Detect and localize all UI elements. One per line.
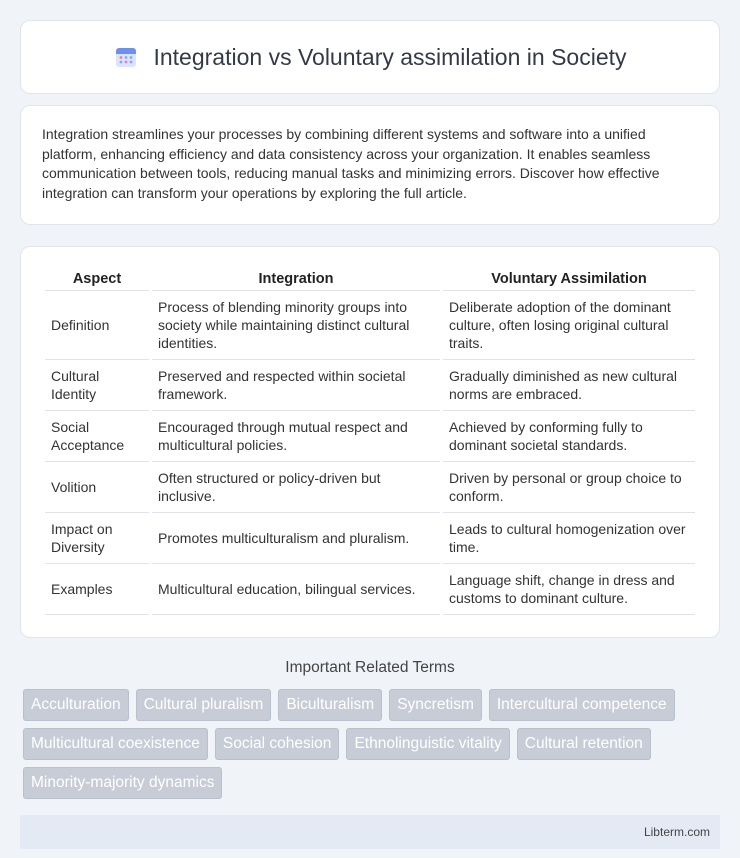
assimilation-cell: Language shift, change in dress and customs to dominant culture. (443, 564, 695, 615)
related-term-tag[interactable]: Syncretism (389, 689, 482, 721)
aspect-cell: Volition (45, 462, 149, 513)
table-row (45, 564, 695, 615)
column-header-voluntary-assimilation: Voluntary Assimilation (443, 267, 695, 291)
aspect-cell: Definition (45, 291, 149, 360)
related-term-tag[interactable]: Minority-majority dynamics (23, 767, 222, 799)
related-term-tag[interactable]: Biculturalism (278, 689, 382, 721)
footer-brand-link[interactable]: Libterm.com (643, 825, 710, 839)
related-term-tag[interactable]: Intercultural competence (489, 689, 675, 721)
assimilation-cell: Deliberate adoption of the dominant culture, often losing original cultural traits. (443, 291, 695, 360)
table-row (45, 360, 695, 411)
table-header-row (45, 267, 695, 291)
table-row (45, 462, 695, 513)
related-terms-title: Important Related Terms (285, 659, 455, 676)
integration-cell: Often structured or policy-driven but inclusive. (152, 462, 440, 513)
aspect-cell: Cultural Identity (45, 360, 149, 411)
column-header-aspect: Aspect (45, 267, 149, 291)
comparison-table-card (20, 246, 720, 638)
assimilation-cell: Gradually diminished as new cultural norms are embraced. (443, 360, 695, 411)
related-term-tag[interactable]: Cultural retention (517, 728, 651, 760)
assimilation-cell: Achieved by conforming fully to dominant societal standards. (443, 411, 695, 462)
integration-cell: Process of blending minority groups into society while maintaining distinct cultural identities. (152, 291, 440, 360)
related-terms-section (20, 659, 720, 799)
page-title: Integration vs Voluntary assimilation in Society (153, 43, 627, 70)
table-row (45, 513, 695, 564)
related-term-tag[interactable]: Multicultural coexistence (23, 728, 208, 760)
assimilation-cell: Driven by personal or group choice to conform. (443, 462, 695, 513)
assimilation-cell: Leads to cultural homogenization over time. (443, 513, 695, 564)
related-term-tag[interactable]: Ethnolinguistic vitality (346, 728, 509, 760)
aspect-cell: Impact on Diversity (45, 513, 149, 564)
integration-cell: Promotes multiculturalism and pluralism. (152, 513, 440, 564)
related-term-tag[interactable]: Acculturation (23, 689, 129, 721)
related-term-tag[interactable]: Social cohesion (215, 728, 340, 760)
related-terms-tags (20, 689, 720, 799)
title-card (20, 20, 720, 94)
related-term-tag[interactable]: Cultural pluralism (136, 689, 272, 721)
integration-cell: Encouraged through mutual respect and multicultural policies. (152, 411, 440, 462)
integration-cell: Preserved and respected within societal framework. (152, 360, 440, 411)
aspect-cell: Social Acceptance (45, 411, 149, 462)
calendar-grid-icon (113, 44, 139, 70)
footer (20, 815, 720, 849)
intro-text: Integration streamlines your processes by combining different systems and software into a unified platform, enhancing efficiency and data consistency across your organization. It enables seamless communication between tools, reducing manual tasks and minimizing errors. Discover how effective integration can transform your operations by exploring the full article. (42, 126, 660, 201)
aspect-cell: Examples (45, 564, 149, 615)
intro-card (20, 105, 720, 225)
column-header-integration: Integration (152, 267, 440, 291)
integration-cell: Multicultural education, bilingual services. (152, 564, 440, 615)
comparison-table (42, 267, 698, 615)
table-row (45, 291, 695, 360)
table-row (45, 411, 695, 462)
